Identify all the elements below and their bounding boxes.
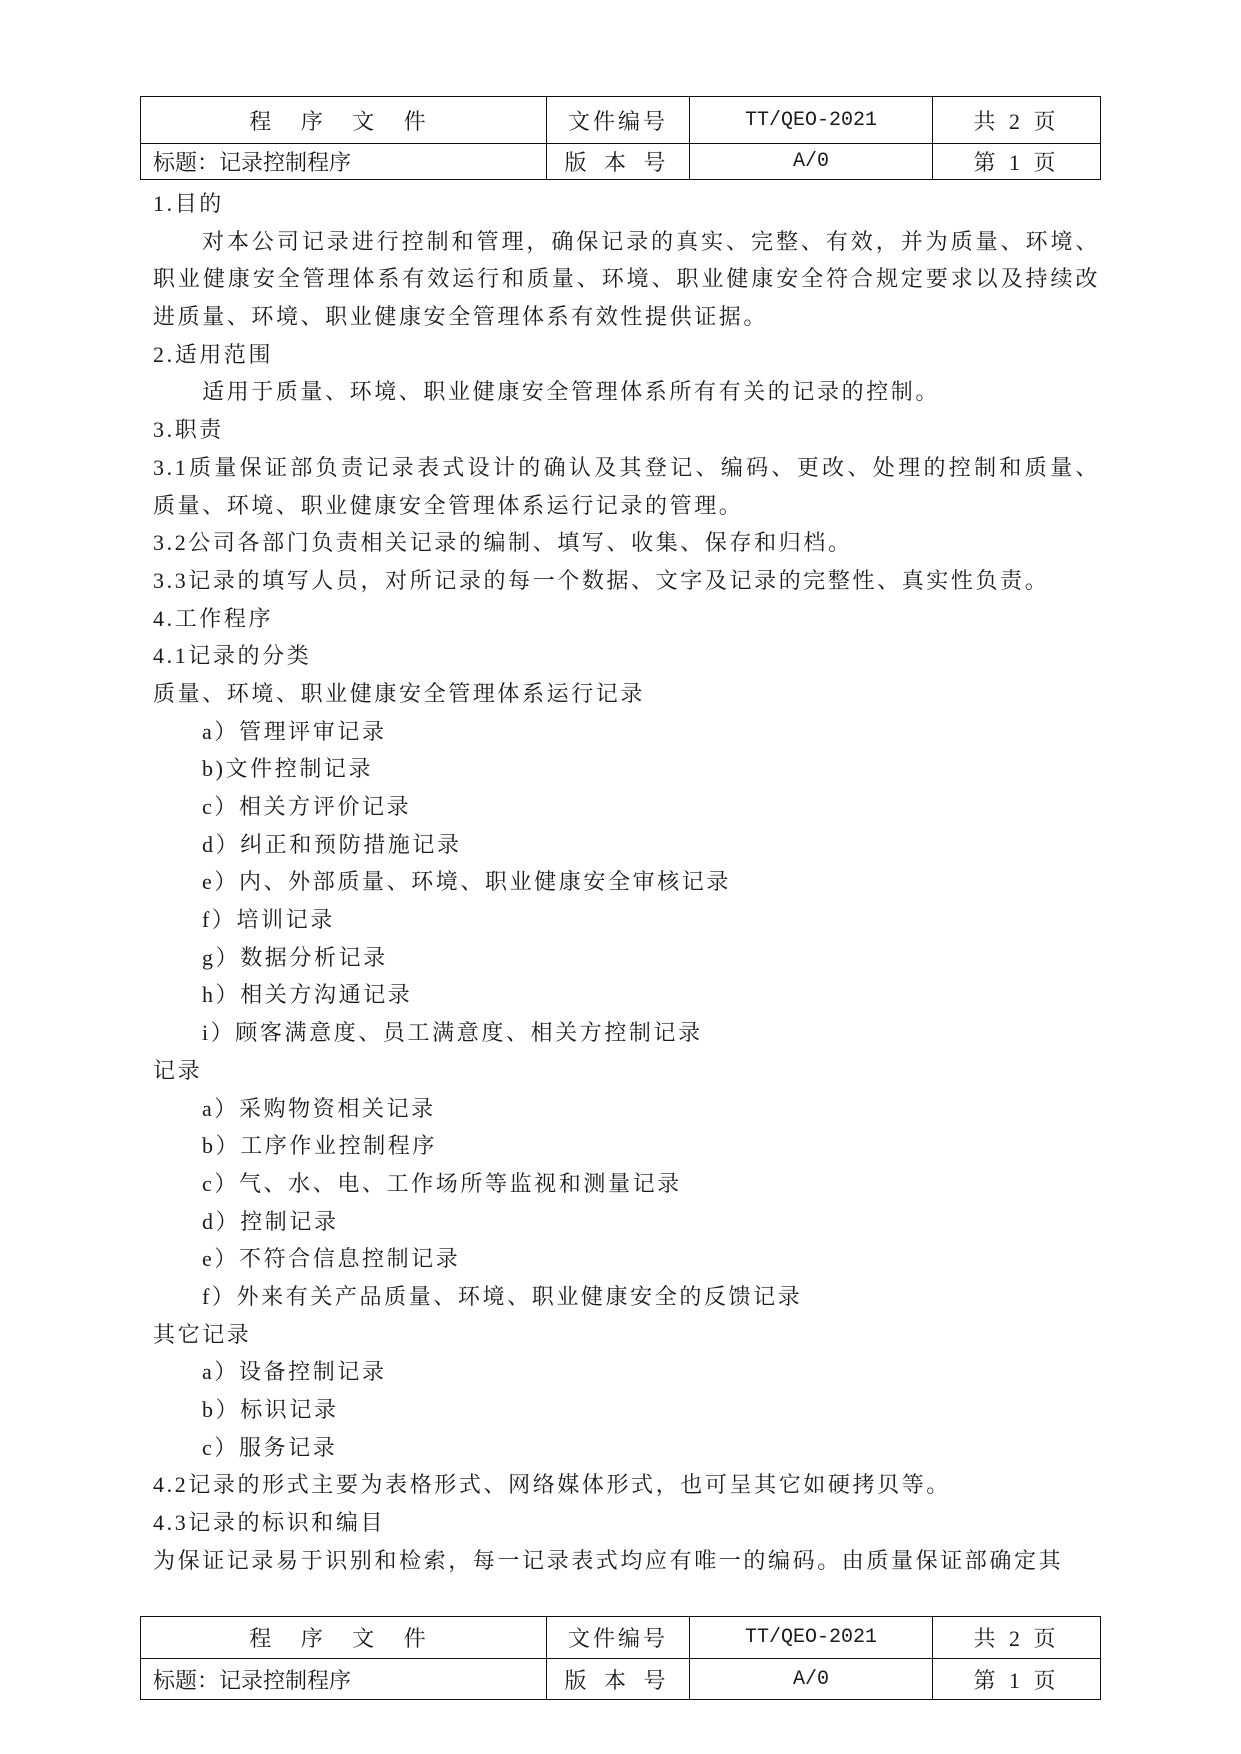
header-control-table: [140, 96, 1101, 180]
section-heading-purpose: 1.目的: [153, 191, 224, 216]
record-list-item: e）不符合信息控制记录: [202, 1246, 461, 1272]
responsibility-text-line: 3.3记录的填写人员，对所记录的每一个数据、文字及记录的完整性、真实性负责。: [153, 567, 1050, 593]
record-form-paragraph: 4.2记录的形式主要为表格形式、网络媒体形式，也可呈其它如硬拷贝等。: [153, 1472, 951, 1498]
record-group-title: 其它记录: [153, 1321, 252, 1347]
record-group-title: 质量、环境、职业健康安全管理体系运行记录: [153, 680, 646, 706]
header-row-2: [141, 144, 1101, 180]
record-list-item: d）纠正和预防措施记录: [202, 831, 462, 857]
doc-title-cell: 标题：记录控制程序: [141, 1659, 547, 1700]
record-list-item: b）标识记录: [202, 1397, 339, 1422]
doc-number-label: 文件编号: [547, 97, 690, 144]
record-list-item: c）相关方评价记录: [202, 794, 412, 819]
record-list-item: e）内、外部质量、环境、职业健康安全审核记录: [202, 869, 731, 895]
record-list-item: c）气、水、电、工作场所等监视和测量记录: [202, 1170, 682, 1196]
record-list-item: g）数据分析记录: [202, 944, 388, 970]
doc-number-label: 文件编号: [547, 1617, 690, 1659]
version-label: 版 本 号: [547, 1659, 690, 1700]
scope-text-line: 适用于质量、环境、职业健康安全管理体系所有有关的记录的控制。: [202, 379, 941, 405]
responsibility-text-line: 3.1质量保证部负责记录表式设计的确认及其登记、编码、更改、处理的控制和质量、: [153, 454, 1100, 480]
record-list-item: h）相关方沟通记录: [202, 982, 413, 1008]
header-row-1: [141, 97, 1101, 144]
doc-number-value: TT/QEO-2021: [690, 97, 933, 144]
record-group-title: 记录: [153, 1057, 203, 1083]
doc-type-cell: 程 序 文 件: [141, 1617, 547, 1659]
doc-type-cell: 程 序 文 件: [141, 97, 547, 144]
footer-row-2: [141, 1659, 1101, 1700]
subsection-heading-classification: 4.1记录的分类: [153, 643, 312, 669]
doc-title-cell: 标题：记录控制程序: [141, 144, 547, 180]
page-number-cell: 第 1 页: [933, 1659, 1101, 1700]
record-list-item: a）管理评审记录: [202, 718, 387, 744]
record-list-item: i）顾客满意度、员工满意度、相关方控制记录: [202, 1020, 703, 1046]
record-list-item: a）设备控制记录: [202, 1359, 387, 1385]
section-heading-scope: 2.适用范围: [153, 341, 274, 367]
version-label: 版 本 号: [547, 144, 690, 180]
total-pages-cell: 共 2 页: [933, 97, 1101, 144]
version-value: A/0: [690, 144, 933, 180]
section-heading-responsibilities: 3.职责: [153, 417, 224, 443]
record-list-item: b）工序作业控制程序: [202, 1133, 438, 1159]
record-list-item: b)文件控制记录: [202, 756, 374, 782]
footer-row-1: [141, 1617, 1101, 1659]
purpose-text-line: 对本公司记录进行控制和管理，确保记录的真实、完整、有效，并为质量、环境、: [202, 228, 1100, 254]
record-list-item: f）外来有关产品质量、环境、职业健康安全的反馈记录: [202, 1283, 803, 1309]
responsibility-text-line: 3.2公司各部门负责相关记录的编制、填写、收集、保存和归档。: [153, 530, 853, 556]
record-list-item: d）控制记录: [202, 1208, 339, 1234]
subsection-heading-identification: 4.3记录的标识和编目: [153, 1510, 386, 1536]
identification-text-line: 为保证记录易于识别和检索，每一记录表式均应有唯一的编码。由质量保证部确定其: [153, 1547, 1064, 1573]
version-value: A/0: [690, 1659, 933, 1700]
purpose-text-line: 进质量、环境、职业健康安全管理体系有效性提供证据。: [153, 304, 769, 330]
responsibility-text-line: 质量、环境、职业健康安全管理体系运行记录的管理。: [153, 492, 744, 518]
footer-control-table: [140, 1616, 1101, 1700]
document-body: [153, 185, 1100, 1579]
record-list-item: f）培训记录: [202, 907, 335, 933]
total-pages-cell: 共 2 页: [933, 1617, 1101, 1659]
doc-number-value: TT/QEO-2021: [690, 1617, 933, 1659]
section-heading-procedure: 4.工作程序: [153, 605, 274, 631]
page-number-cell: 第 1 页: [933, 144, 1101, 180]
record-list-item: c）服务记录: [202, 1434, 338, 1460]
record-list-item: a）采购物资相关记录: [202, 1095, 436, 1121]
purpose-text-line: 职业健康安全管理体系有效运行和质量、环境、职业健康安全符合规定要求以及持续改: [153, 266, 1100, 292]
